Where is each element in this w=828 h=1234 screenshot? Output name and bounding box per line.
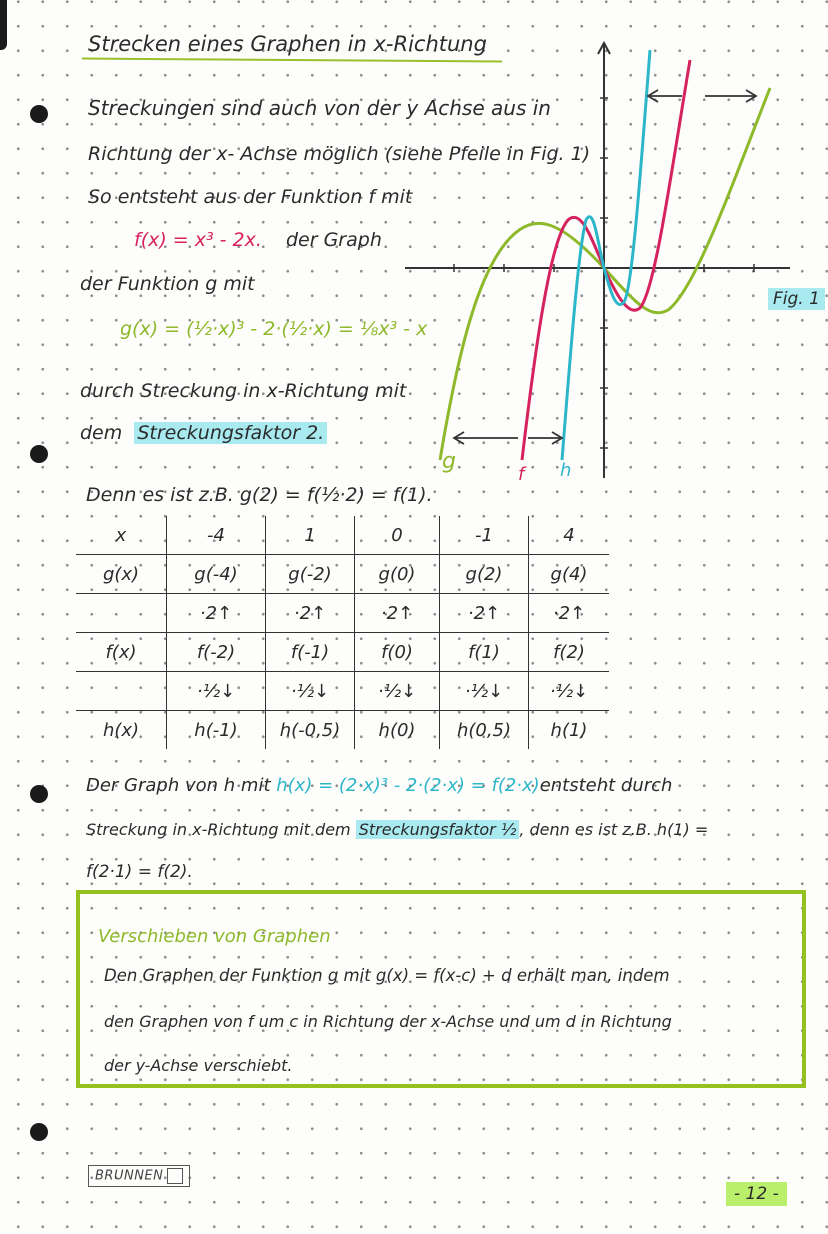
h-paragraph-text-d: , denn es ist z.B. h(1) = [519, 820, 709, 839]
curve-label-f: f [518, 464, 525, 480]
punch-hole [30, 105, 48, 123]
paragraph-line-1: Streckungen sind auch von der y Achse aus in [88, 96, 551, 120]
brand-logo [88, 1165, 190, 1187]
table-row [76, 516, 609, 555]
function-graph [400, 40, 795, 480]
page-title: Strecken eines Graphen in x-Richtung [88, 32, 487, 56]
paragraph-line-6: durch Streckung in x-Richtung mit [80, 380, 407, 402]
table-cell: 0 [355, 516, 440, 555]
f-formula: f(x) = x³ - 2x. [134, 229, 262, 251]
table-row [76, 555, 609, 594]
curve-h [562, 50, 650, 460]
value-table [76, 516, 609, 749]
h-paragraph-text-b: entsteht durch [539, 775, 673, 796]
table-cell: g(2) [440, 555, 529, 594]
punch-hole [30, 445, 48, 463]
table-row [76, 594, 609, 633]
brand-mark-icon [167, 1168, 183, 1184]
box-line-2: den Graphen von f um c in Richtung der x-Achse und um d in Richtung [104, 1012, 672, 1031]
table-cell: ·2↑ [167, 594, 266, 633]
paragraph-line-4 [134, 229, 382, 251]
h-paragraph-text-c: Streckung in x-Richtung mit dem [86, 820, 351, 839]
paragraph-line-7 [80, 422, 327, 444]
table-cell: g(x) [76, 555, 167, 594]
h-paragraph-line-3: f(2·1) = f(2). [86, 862, 193, 882]
curve-label-g: g [442, 449, 456, 474]
paragraph-line-4-tail: der Graph [285, 229, 382, 251]
table-cell: ·½↓ [529, 672, 610, 711]
table-cell: h(1) [550, 719, 588, 741]
table-cell: ·½↓ [266, 672, 355, 711]
table-cell: h(-1) [167, 711, 266, 750]
curve-label-h: h [560, 460, 572, 480]
table-cell: f(-2) [167, 633, 266, 672]
table-cell [76, 594, 167, 633]
table-cell: h(x) [76, 711, 167, 750]
table-cell: f(-1) [266, 633, 355, 672]
table-cell: -1 [440, 516, 529, 555]
page-number: - 12 - [726, 1182, 787, 1206]
box-line-1: Den Graphen der Funktion g mit g(x) = f(x-c) + d erhält man, indem [104, 966, 670, 985]
table-cell: g(0) [355, 555, 440, 594]
h-paragraph-text-a: Der Graph von h mit [86, 775, 271, 796]
table-row [76, 711, 609, 750]
table-cell: ·2↑ [529, 594, 610, 633]
punch-hole [30, 1123, 48, 1141]
table-cell: ·½↓ [355, 672, 440, 711]
h-paragraph-line-1 [86, 775, 672, 796]
table-cell: ·2↑ [355, 594, 440, 633]
brand-logo-text: BRUNNEN [95, 1168, 164, 1184]
table-cell: f(1) [440, 633, 529, 672]
table-row [76, 633, 609, 672]
table-row [76, 672, 609, 711]
example-line: Denn es ist z.B. g(2) = f(½·2) = f(1). [86, 484, 433, 506]
curve-f [522, 60, 690, 460]
box-line-3: der y-Achse verschiebt. [104, 1056, 293, 1075]
box-title: Verschieben von Graphen [98, 926, 331, 947]
table-cell: g(-4) [167, 555, 266, 594]
table-cell: f(2) [529, 633, 610, 672]
x-axis [405, 264, 790, 272]
streckungsfaktor-half-highlight: Streckungsfaktor ½ [356, 820, 520, 839]
h-formula: h(x) = (2·x)³ - 2·(2·x) = f(2·x) [276, 775, 540, 796]
figure-label: Fig. 1 [768, 288, 825, 310]
table-cell [76, 672, 167, 711]
paragraph-line-5: der Funktion g mit [80, 273, 255, 295]
table-cell: ·½↓ [167, 672, 266, 711]
streckungsfaktor-highlight: Streckungsfaktor 2. [134, 422, 327, 444]
table-cell: f(0) [355, 633, 440, 672]
paragraph-line-2: Richtung der x- Achse möglich (siehe Pfeile in Fig. 1) [88, 143, 591, 165]
table-cell: f(x) [76, 633, 167, 672]
table-cell: ·2↑ [440, 594, 529, 633]
h-paragraph-line-2 [86, 820, 708, 839]
paragraph-line-7-prefix: dem [80, 422, 123, 444]
table-cell: 4 [529, 516, 610, 555]
table-cell: g(4) [529, 555, 610, 594]
table-cell: h(0) [355, 711, 440, 750]
table-cell: x [76, 516, 167, 555]
table-cell: 1 [266, 516, 355, 555]
paragraph-line-3: So entsteht aus der Funktion f mit [88, 186, 413, 208]
table-cell: ·2↑ [266, 594, 355, 633]
table-cell: h(-0,5) [266, 711, 355, 750]
binder-edge [0, 0, 7, 50]
punch-hole [30, 785, 48, 803]
table-cell: ·½↓ [440, 672, 529, 711]
table-cell: -4 [167, 516, 266, 555]
table-cell: h(0,5) [440, 711, 529, 750]
table-cell: g(-2) [266, 555, 355, 594]
g-formula: g(x) = (½·x)³ - 2·(½·x) = ⅛x³ - x [120, 318, 428, 340]
